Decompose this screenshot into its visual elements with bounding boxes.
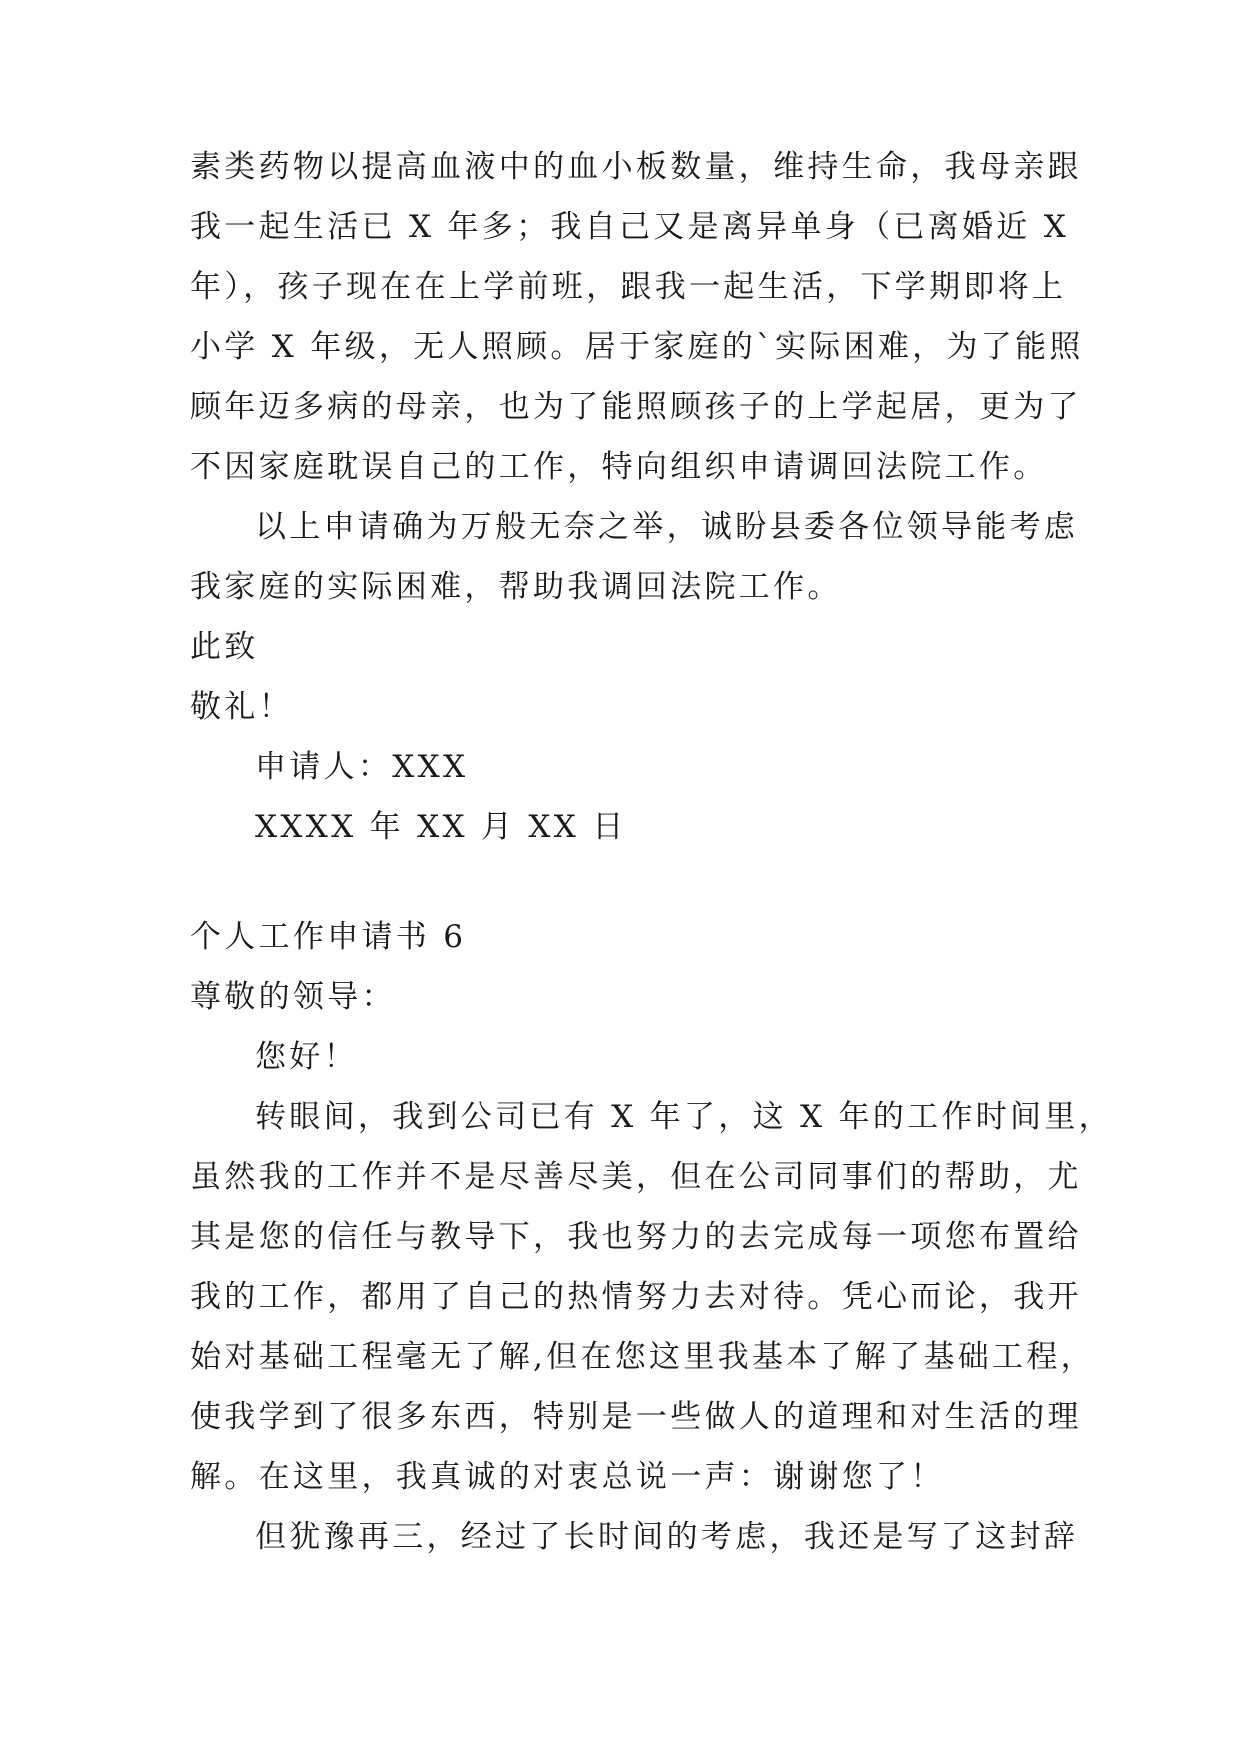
closing-regards: 敬礼！ bbox=[190, 689, 293, 725]
signature-date: XXXX 年 XX 月 XX 日 bbox=[255, 809, 627, 845]
paragraph-line: 以上申请确为万般无奈之举，诚盼县委各位领导能考虑 bbox=[255, 509, 1079, 545]
paragraph-line: 转眼间，我到公司已有 X 年了，这 X 年的工作时间里， bbox=[255, 1099, 1113, 1135]
paragraph-line: 我一起生活已 X 年多；我自己又是离异单身（已离婚近 X bbox=[190, 209, 1070, 245]
paragraph-line: 不因家庭耽误自己的工作，特向组织申请调回法院工作。 bbox=[190, 449, 1048, 485]
paragraph-line: 虽然我的工作并不是尽善尽美，但在公司同事们的帮助，尤 bbox=[190, 1159, 1082, 1195]
letter-hello: 您好！ bbox=[255, 1039, 358, 1075]
paragraph-line: 其是您的信任与教导下，我也努力的去完成每一项您布置给 bbox=[190, 1219, 1082, 1255]
section-title: 个人工作申请书 6 bbox=[190, 919, 467, 955]
paragraph-line: 素类药物以提高血液中的血小板数量，维持生命，我母亲跟 bbox=[190, 149, 1082, 185]
letter-greeting: 尊敬的领导： bbox=[190, 979, 396, 1015]
paragraph-line: 年），孩子现在在上学前班，跟我一起生活，下学期即将上 bbox=[190, 269, 1067, 305]
paragraph-line: 使我学到了很多东西，特别是一些做人的道理和对生活的理 bbox=[190, 1399, 1082, 1435]
paragraph-line: 我的工作，都用了自己的热情努力去对待。凭心而论，我开 bbox=[190, 1279, 1082, 1315]
paragraph-line: 顾年迈多病的母亲，也为了能照顾孩子的上学起居，更为了 bbox=[190, 389, 1082, 425]
applicant-signature: 申请人：XXX bbox=[255, 749, 469, 785]
paragraph-line: 但犹豫再三，经过了长时间的考虑，我还是写了这封辞 bbox=[255, 1519, 1079, 1555]
paragraph-line: 始对基础工程毫无了解,但在您这里我基本了解了基础工程， bbox=[190, 1339, 1095, 1375]
closing-salutation: 此致 bbox=[190, 629, 259, 665]
paragraph-line: 我家庭的实际困难，帮助我调回法院工作。 bbox=[190, 569, 842, 605]
paragraph-line: 解。在这里，我真诚的对衷总说一声：谢谢您了！ bbox=[190, 1459, 945, 1495]
paragraph-line: 小学 X 年级，无人照顾。居于家庭的`实际困难，为了能照 bbox=[190, 329, 1084, 365]
